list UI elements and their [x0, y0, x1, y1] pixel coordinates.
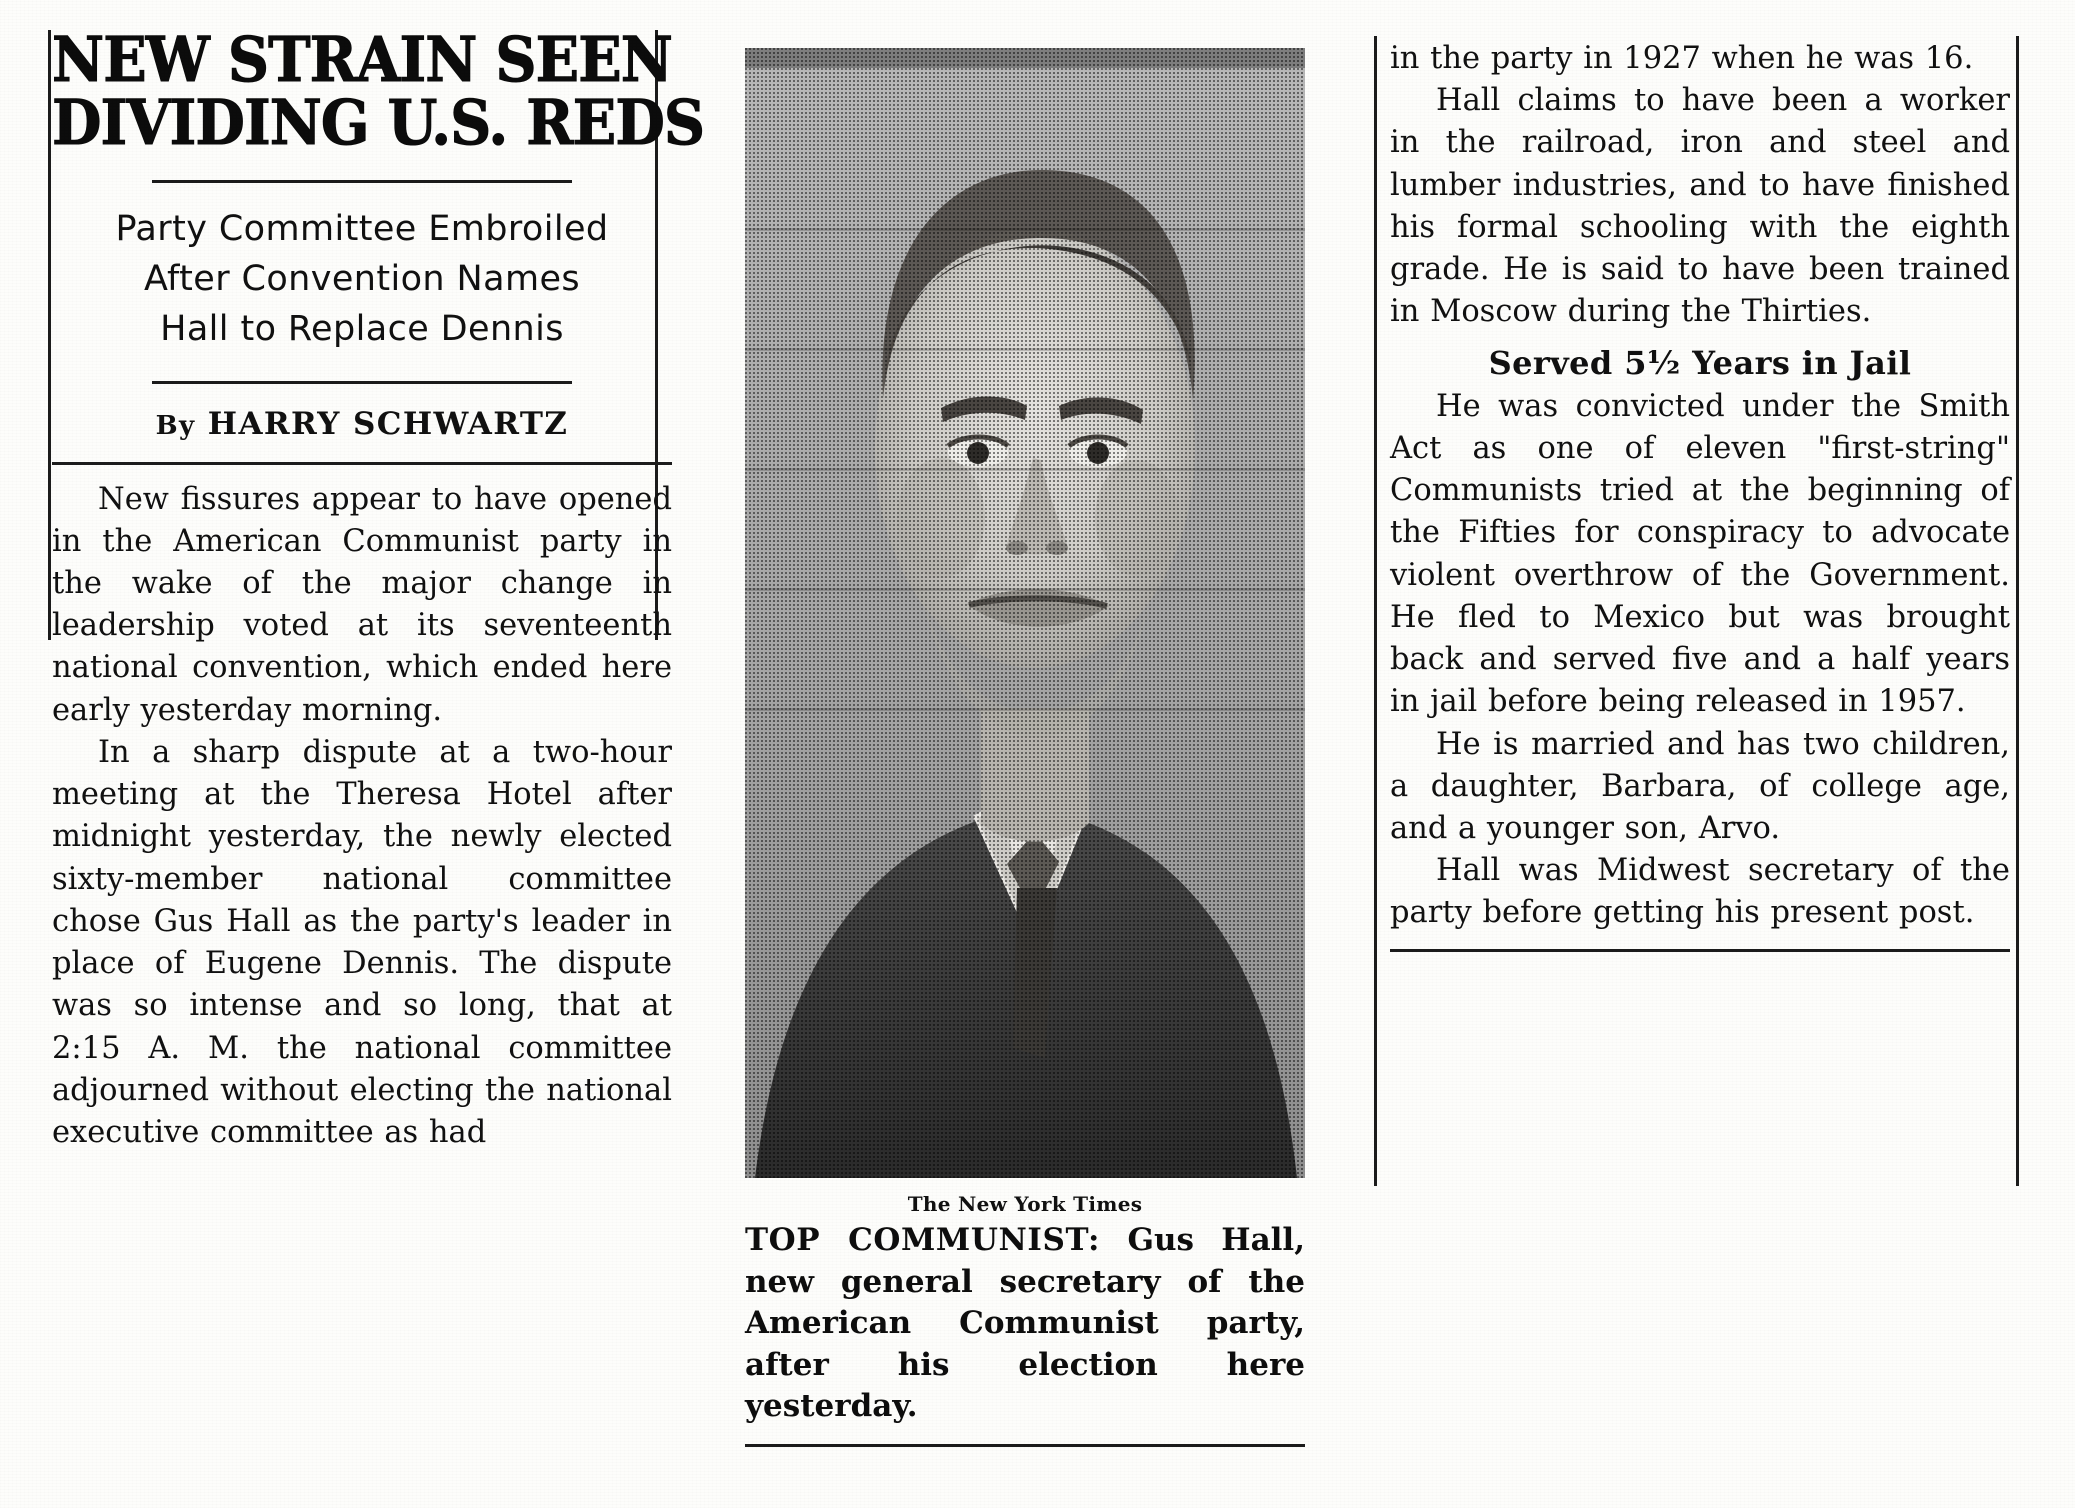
column-three-rule-right [2016, 36, 2019, 1186]
caption-text: Gus Hall, new general secretary of the American Communist party, after his election here yesterday. [745, 1222, 1306, 1425]
paragraph: New fissures appear to have opened in the American Communist party in the wake of the major change in leadership voted at its seventeenth national convention, which ended here early yesterday morning. [52, 481, 672, 728]
headline-line-1: NEW STRAIN SEEN [52, 23, 672, 96]
byline-bottom-rule [52, 462, 672, 465]
byline-prefix: By [155, 410, 196, 441]
portrait-photo [745, 48, 1305, 1178]
halftone-texture [745, 48, 1305, 1178]
column-three-end-rule [1390, 949, 2010, 952]
column-three-rule-left [1374, 36, 1377, 1186]
column-three [1390, 38, 2010, 952]
column-two [745, 48, 1305, 1447]
subheadline-line-1: Party Committee Embroiled [115, 209, 609, 250]
paragraph: Hall claims to have been a worker in the railroad, iron and steel and lumber industries, and to have finished his formal schooling with the eighth grade. He is said to have been trained in Moscow during the Thirties. [1390, 83, 2010, 330]
paragraph: in the party in 1927 when he was 16. [1390, 41, 1974, 76]
subheadline [52, 205, 672, 354]
column-one-body [52, 479, 672, 1155]
column-three-body-bottom [1390, 386, 2010, 935]
subheadline-line-3: Hall to Replace Dennis [160, 308, 564, 349]
caption-lead: TOP COMMUNIST: [745, 1222, 1101, 1258]
paragraph: He was convicted under the Smith Act as one of eleven "first-string" Communists tried at the beginning of the Fifties for conspiracy to advocate violent overthrow of the Government. He fled to Mexico but was brought back and served five and a half years in jail before being released in 1957. [1390, 388, 2010, 720]
column-one [52, 23, 705, 1488]
subheadline-line-2: After Convention Names [143, 259, 581, 300]
section-subheading: Served 5½ Years in Jail [1488, 343, 1912, 382]
column-rule-left [48, 30, 51, 640]
paragraph: Hall was Midwest secretary of the party before getting his present post. [1390, 853, 2010, 931]
byline-author: HARRY SCHWARTZ [207, 405, 569, 442]
photo-credit: The New York Times [907, 1192, 1143, 1216]
headline-divider [152, 180, 572, 183]
column-three-body-top [1390, 38, 2010, 334]
paragraph: In a sharp dispute at a two-hour meeting at the Theresa Hotel after midnight yesterday, the newly elected sixty-member national committee chose Gus Hall as the party's leader in place of Eugene Dennis. The dispute was so intense and so long, that at 2:15 A. M. the national committee adjourned without electing the national executive committee as had [52, 734, 672, 1151]
photo-caption [745, 1220, 1305, 1428]
paragraph: He is married and has two children, a daughter, Barbara, of college age, and a younger son, Arvo. [1390, 726, 2010, 846]
byline [52, 406, 672, 442]
caption-bottom-rule [745, 1444, 1305, 1447]
headline-line-2: DIVIDING U.S. REDS [52, 86, 705, 160]
subheadline-divider [152, 381, 572, 384]
page-title [52, 23, 705, 160]
